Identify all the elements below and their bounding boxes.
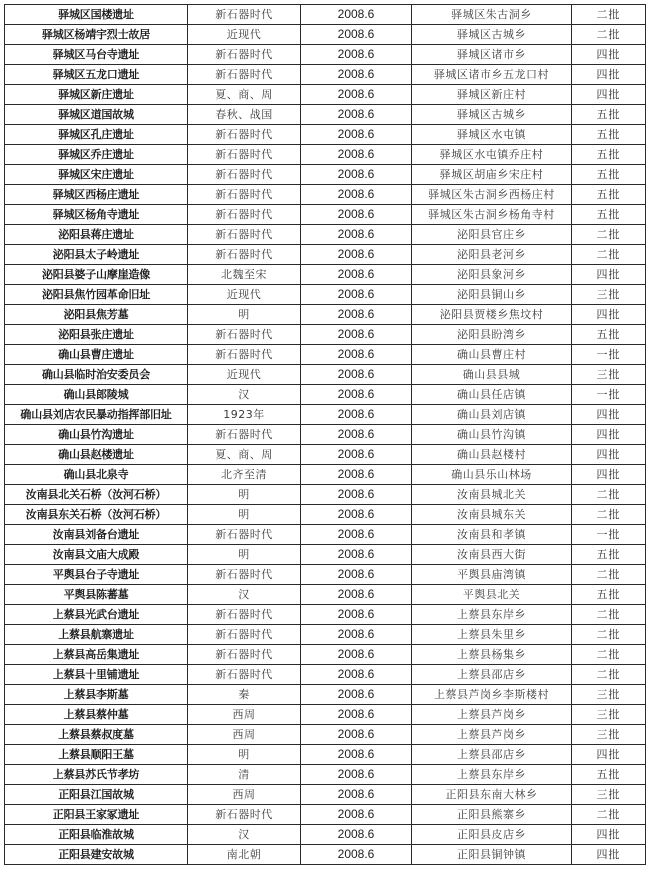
site-name-cell: 上蔡县高岳集遗址 [5, 645, 188, 665]
batch-cell: 四批 [572, 825, 646, 845]
date-cell: 2008.6 [301, 105, 412, 125]
location-cell: 确山县赵楼村 [412, 445, 572, 465]
site-name-cell: 驿城区杨角寺遗址 [5, 205, 188, 225]
batch-cell: 四批 [572, 65, 646, 85]
era-cell: 北魏至宋 [188, 265, 301, 285]
era-cell: 新石器时代 [188, 805, 301, 825]
location-cell: 确山县县城 [412, 365, 572, 385]
batch-cell: 五批 [572, 125, 646, 145]
location-cell: 确山县任店镇 [412, 385, 572, 405]
date-cell: 2008.6 [301, 165, 412, 185]
location-cell: 上蔡县芦岗乡 [412, 705, 572, 725]
batch-cell: 二批 [572, 625, 646, 645]
table-row [5, 165, 646, 185]
location-cell: 上蔡县东岸乡 [412, 765, 572, 785]
location-cell: 正阳县铜钟镇 [412, 845, 572, 865]
location-cell: 正阳县熊寨乡 [412, 805, 572, 825]
site-name-cell: 正阳县建安故城 [5, 845, 188, 865]
batch-cell: 五批 [572, 325, 646, 345]
table-row [5, 605, 646, 625]
table-row [5, 465, 646, 485]
date-cell: 2008.6 [301, 25, 412, 45]
site-name-cell: 正阳县临淮故城 [5, 825, 188, 845]
era-cell: 近现代 [188, 365, 301, 385]
location-cell: 汝南县西大街 [412, 545, 572, 565]
table-row [5, 385, 646, 405]
location-cell: 上蔡县芦岗乡李斯楼村 [412, 685, 572, 705]
location-cell: 正阳县东南大林乡 [412, 785, 572, 805]
table-row [5, 745, 646, 765]
location-cell: 泌阳县盼湾乡 [412, 325, 572, 345]
location-cell: 上蔡县东岸乡 [412, 605, 572, 625]
date-cell: 2008.6 [301, 365, 412, 385]
date-cell: 2008.6 [301, 605, 412, 625]
table-row [5, 365, 646, 385]
era-cell: 明 [188, 485, 301, 505]
era-cell: 新石器时代 [188, 145, 301, 165]
date-cell: 2008.6 [301, 825, 412, 845]
site-name-cell: 上蔡县蔡叔度墓 [5, 725, 188, 745]
era-cell: 清 [188, 765, 301, 785]
table-row [5, 325, 646, 345]
era-cell: 西周 [188, 725, 301, 745]
table-row [5, 525, 646, 545]
table-row [5, 25, 646, 45]
date-cell: 2008.6 [301, 85, 412, 105]
batch-cell: 四批 [572, 305, 646, 325]
location-cell: 平舆县北关 [412, 585, 572, 605]
location-cell: 汝南县和孝镇 [412, 525, 572, 545]
batch-cell: 四批 [572, 425, 646, 445]
era-cell: 北齐至清 [188, 465, 301, 485]
table-row [5, 125, 646, 145]
site-name-cell: 上蔡县李斯墓 [5, 685, 188, 705]
era-cell: 汉 [188, 585, 301, 605]
site-name-cell: 确山县刘店农民暴动指挥部旧址 [5, 405, 188, 425]
batch-cell: 五批 [572, 185, 646, 205]
site-name-cell: 正阳县王家冢遗址 [5, 805, 188, 825]
table-row [5, 425, 646, 445]
site-name-cell: 汝南县文庙大成殿 [5, 545, 188, 565]
table-row [5, 245, 646, 265]
era-cell: 明 [188, 305, 301, 325]
site-name-cell: 驿城区杨靖宇烈士故居 [5, 25, 188, 45]
batch-cell: 五批 [572, 105, 646, 125]
batch-cell: 二批 [572, 485, 646, 505]
date-cell: 2008.6 [301, 525, 412, 545]
site-name-cell: 确山县竹沟遗址 [5, 425, 188, 445]
era-cell: 汉 [188, 825, 301, 845]
location-cell: 泌阳县象河乡 [412, 265, 572, 285]
batch-cell: 二批 [572, 225, 646, 245]
table-row [5, 105, 646, 125]
era-cell: 明 [188, 545, 301, 565]
site-name-cell: 上蔡县顺阳王墓 [5, 745, 188, 765]
batch-cell: 五批 [572, 765, 646, 785]
table-row [5, 765, 646, 785]
location-cell: 驿城区朱古洞乡西杨庄村 [412, 185, 572, 205]
date-cell: 2008.6 [301, 745, 412, 765]
table-row [5, 825, 646, 845]
site-name-cell: 驿城区马台寺遗址 [5, 45, 188, 65]
date-cell: 2008.6 [301, 565, 412, 585]
era-cell: 明 [188, 505, 301, 525]
date-cell: 2008.6 [301, 5, 412, 25]
location-cell: 驿城区新庄村 [412, 85, 572, 105]
site-name-cell: 驿城区乔庄遗址 [5, 145, 188, 165]
date-cell: 2008.6 [301, 665, 412, 685]
era-cell: 夏、商、周 [188, 445, 301, 465]
date-cell: 2008.6 [301, 845, 412, 865]
site-name-cell: 驿城区五龙口遗址 [5, 65, 188, 85]
location-cell: 上蔡县邵店乡 [412, 745, 572, 765]
location-cell: 上蔡县邵店乡 [412, 665, 572, 685]
date-cell: 2008.6 [301, 385, 412, 405]
batch-cell: 三批 [572, 785, 646, 805]
location-cell: 泌阳县铜山乡 [412, 285, 572, 305]
location-cell: 确山县乐山林场 [412, 465, 572, 485]
batch-cell: 二批 [572, 25, 646, 45]
table-row [5, 485, 646, 505]
site-name-cell: 平舆县台子寺遗址 [5, 565, 188, 585]
batch-cell: 五批 [572, 585, 646, 605]
location-cell: 平舆县庙湾镇 [412, 565, 572, 585]
site-name-cell: 确山县北泉寺 [5, 465, 188, 485]
batch-cell: 二批 [572, 805, 646, 825]
table-row [5, 265, 646, 285]
site-name-cell: 确山县郎陵城 [5, 385, 188, 405]
site-name-cell: 汝南县东关石桥（汝河石桥） [5, 505, 188, 525]
table-row [5, 65, 646, 85]
site-name-cell: 泌阳县蒋庄遗址 [5, 225, 188, 245]
location-cell: 上蔡县芦岗乡 [412, 725, 572, 745]
location-cell: 确山县竹沟镇 [412, 425, 572, 445]
location-cell: 泌阳县官庄乡 [412, 225, 572, 245]
date-cell: 2008.6 [301, 465, 412, 485]
site-name-cell: 上蔡县苏氏节孝坊 [5, 765, 188, 785]
site-name-cell: 驿城区新庄遗址 [5, 85, 188, 105]
date-cell: 2008.6 [301, 305, 412, 325]
table-row [5, 185, 646, 205]
location-cell: 泌阳县贾楼乡焦坟村 [412, 305, 572, 325]
site-name-cell: 泌阳县婆子山摩崖造像 [5, 265, 188, 285]
batch-cell: 四批 [572, 85, 646, 105]
batch-cell: 四批 [572, 265, 646, 285]
site-name-cell: 驿城区宋庄遗址 [5, 165, 188, 185]
table-row [5, 645, 646, 665]
date-cell: 2008.6 [301, 445, 412, 465]
table-body [5, 5, 646, 865]
table-row [5, 665, 646, 685]
date-cell: 2008.6 [301, 325, 412, 345]
location-cell: 上蔡县朱里乡 [412, 625, 572, 645]
heritage-sites-table [4, 4, 646, 865]
era-cell: 近现代 [188, 285, 301, 305]
era-cell: 新石器时代 [188, 645, 301, 665]
table-row [5, 785, 646, 805]
date-cell: 2008.6 [301, 505, 412, 525]
location-cell: 驿城区诸市乡 [412, 45, 572, 65]
date-cell: 2008.6 [301, 625, 412, 645]
site-name-cell: 确山县临时治安委员会 [5, 365, 188, 385]
batch-cell: 四批 [572, 845, 646, 865]
table-row [5, 305, 646, 325]
batch-cell: 二批 [572, 505, 646, 525]
batch-cell: 五批 [572, 545, 646, 565]
location-cell: 驿城区朱古洞乡 [412, 5, 572, 25]
era-cell: 新石器时代 [188, 125, 301, 145]
batch-cell: 二批 [572, 665, 646, 685]
date-cell: 2008.6 [301, 245, 412, 265]
era-cell: 明 [188, 745, 301, 765]
table-row [5, 685, 646, 705]
era-cell: 西周 [188, 705, 301, 725]
batch-cell: 二批 [572, 245, 646, 265]
era-cell: 秦 [188, 685, 301, 705]
table-row [5, 45, 646, 65]
era-cell: 新石器时代 [188, 5, 301, 25]
table-row [5, 285, 646, 305]
site-name-cell: 确山县赵楼遗址 [5, 445, 188, 465]
batch-cell: 一批 [572, 345, 646, 365]
site-name-cell: 汝南县刘备台遗址 [5, 525, 188, 545]
date-cell: 2008.6 [301, 45, 412, 65]
era-cell: 1923年 [188, 405, 301, 425]
table-row [5, 405, 646, 425]
table-row [5, 145, 646, 165]
era-cell: 新石器时代 [188, 525, 301, 545]
era-cell: 新石器时代 [188, 185, 301, 205]
site-name-cell: 平舆县陈蕃墓 [5, 585, 188, 605]
era-cell: 新石器时代 [188, 345, 301, 365]
table-row [5, 625, 646, 645]
table-row [5, 445, 646, 465]
batch-cell: 三批 [572, 685, 646, 705]
site-name-cell: 确山县曹庄遗址 [5, 345, 188, 365]
batch-cell: 二批 [572, 645, 646, 665]
site-name-cell: 驿城区孔庄遗址 [5, 125, 188, 145]
table-row [5, 725, 646, 745]
site-name-cell: 正阳县江国故城 [5, 785, 188, 805]
table-row [5, 505, 646, 525]
location-cell: 驿城区古城乡 [412, 25, 572, 45]
era-cell: 汉 [188, 385, 301, 405]
era-cell: 新石器时代 [188, 605, 301, 625]
heritage-sites-table-container [4, 4, 645, 865]
date-cell: 2008.6 [301, 645, 412, 665]
batch-cell: 二批 [572, 5, 646, 25]
location-cell: 驿城区水屯镇乔庄村 [412, 145, 572, 165]
date-cell: 2008.6 [301, 545, 412, 565]
era-cell: 夏、商、周 [188, 85, 301, 105]
table-row [5, 705, 646, 725]
table-row [5, 565, 646, 585]
batch-cell: 四批 [572, 465, 646, 485]
batch-cell: 四批 [572, 445, 646, 465]
location-cell: 驿城区水屯镇 [412, 125, 572, 145]
date-cell: 2008.6 [301, 225, 412, 245]
era-cell: 春秋、战国 [188, 105, 301, 125]
table-row [5, 345, 646, 365]
table-row [5, 225, 646, 245]
batch-cell: 五批 [572, 205, 646, 225]
era-cell: 近现代 [188, 25, 301, 45]
location-cell: 确山县刘店镇 [412, 405, 572, 425]
location-cell: 正阳县皮店乡 [412, 825, 572, 845]
date-cell: 2008.6 [301, 265, 412, 285]
date-cell: 2008.6 [301, 765, 412, 785]
era-cell: 新石器时代 [188, 65, 301, 85]
date-cell: 2008.6 [301, 125, 412, 145]
date-cell: 2008.6 [301, 425, 412, 445]
date-cell: 2008.6 [301, 725, 412, 745]
batch-cell: 四批 [572, 405, 646, 425]
location-cell: 泌阳县老河乡 [412, 245, 572, 265]
date-cell: 2008.6 [301, 145, 412, 165]
era-cell: 新石器时代 [188, 245, 301, 265]
table-row [5, 585, 646, 605]
table-row [5, 805, 646, 825]
location-cell: 驿城区朱古洞乡杨角寺村 [412, 205, 572, 225]
batch-cell: 一批 [572, 385, 646, 405]
era-cell: 新石器时代 [188, 625, 301, 645]
location-cell: 上蔡县杨集乡 [412, 645, 572, 665]
site-name-cell: 上蔡县蔡仲墓 [5, 705, 188, 725]
site-name-cell: 泌阳县张庄遗址 [5, 325, 188, 345]
table-row [5, 845, 646, 865]
date-cell: 2008.6 [301, 705, 412, 725]
date-cell: 2008.6 [301, 685, 412, 705]
batch-cell: 一批 [572, 525, 646, 545]
date-cell: 2008.6 [301, 785, 412, 805]
era-cell: 新石器时代 [188, 205, 301, 225]
location-cell: 汝南县城东关 [412, 505, 572, 525]
table-row [5, 205, 646, 225]
site-name-cell: 上蔡县十里铺遗址 [5, 665, 188, 685]
location-cell: 确山县曹庄村 [412, 345, 572, 365]
era-cell: 新石器时代 [188, 325, 301, 345]
era-cell: 新石器时代 [188, 425, 301, 445]
era-cell: 新石器时代 [188, 45, 301, 65]
site-name-cell: 上蔡县光武台遗址 [5, 605, 188, 625]
site-name-cell: 驿城区西杨庄遗址 [5, 185, 188, 205]
location-cell: 驿城区胡庙乡宋庄村 [412, 165, 572, 185]
era-cell: 新石器时代 [188, 565, 301, 585]
date-cell: 2008.6 [301, 345, 412, 365]
date-cell: 2008.6 [301, 285, 412, 305]
table-row [5, 545, 646, 565]
batch-cell: 四批 [572, 745, 646, 765]
table-row [5, 85, 646, 105]
batch-cell: 三批 [572, 705, 646, 725]
batch-cell: 五批 [572, 165, 646, 185]
site-name-cell: 泌阳县焦竹园革命旧址 [5, 285, 188, 305]
date-cell: 2008.6 [301, 485, 412, 505]
date-cell: 2008.6 [301, 805, 412, 825]
batch-cell: 三批 [572, 365, 646, 385]
date-cell: 2008.6 [301, 585, 412, 605]
batch-cell: 二批 [572, 605, 646, 625]
date-cell: 2008.6 [301, 185, 412, 205]
site-name-cell: 上蔡县航寨遗址 [5, 625, 188, 645]
batch-cell: 三批 [572, 285, 646, 305]
site-name-cell: 驿城区国楼遗址 [5, 5, 188, 25]
batch-cell: 三批 [572, 725, 646, 745]
era-cell: 新石器时代 [188, 165, 301, 185]
site-name-cell: 驿城区道国故城 [5, 105, 188, 125]
location-cell: 汝南县城北关 [412, 485, 572, 505]
site-name-cell: 泌阳县太子岭遗址 [5, 245, 188, 265]
batch-cell: 二批 [572, 565, 646, 585]
location-cell: 驿城区古城乡 [412, 105, 572, 125]
era-cell: 南北朝 [188, 845, 301, 865]
date-cell: 2008.6 [301, 405, 412, 425]
era-cell: 西周 [188, 785, 301, 805]
location-cell: 驿城区诸市乡五龙口村 [412, 65, 572, 85]
date-cell: 2008.6 [301, 65, 412, 85]
batch-cell: 四批 [572, 45, 646, 65]
batch-cell: 五批 [572, 145, 646, 165]
table-row [5, 5, 646, 25]
era-cell: 新石器时代 [188, 225, 301, 245]
date-cell: 2008.6 [301, 205, 412, 225]
site-name-cell: 泌阳县焦芳墓 [5, 305, 188, 325]
site-name-cell: 汝南县北关石桥（汝河石桥） [5, 485, 188, 505]
era-cell: 新石器时代 [188, 665, 301, 685]
